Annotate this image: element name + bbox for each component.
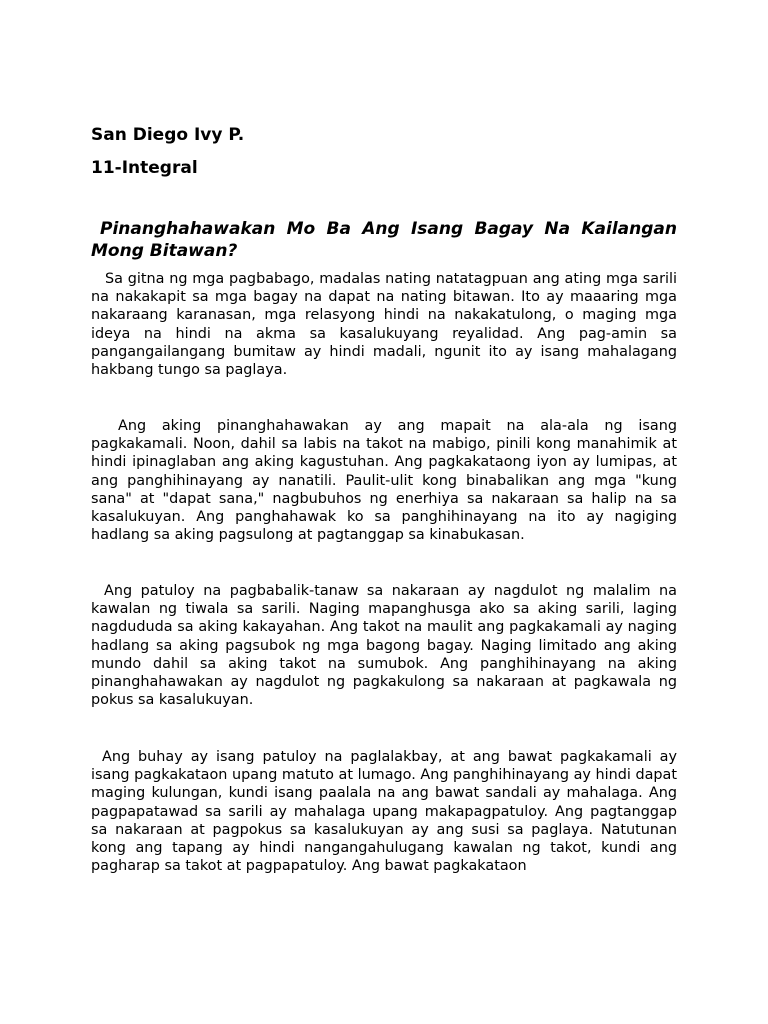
class-section: 11-Integral [91, 158, 198, 178]
essay-paragraph-3: Ang patuloy na pagbabalik-tanaw sa nakaraan ay nagdulot ng malalim na kawalan ng tiwala sa sarili. Naging mapanghusga ako sa aking sarili, laging nagdududa sa aking kakayahan. Ang takot na maulit ang pagkakamali ay naging hadlang sa aking pagsubok ng mga bagong bagay. Naging limitado ang aking mundo dahil sa aking takot na sumubok. Ang panghihinayang na aking pinanghahawakan ay nagdulot ng pagkakulong sa nakaraan at pagkawala ng pokus sa kasalukuyan. [91, 583, 677, 709]
essay-paragraph-4: Ang buhay ay isang patuloy na paglalakbay, at ang bawat pagkakamali ay isang pagkakataon upang matuto at lumago. Ang panghihinayang ay hindi dapat maging kulungan, kundi isang paalala na ang bawat sandali ay mahalaga. Ang pagpapatawad sa sarili ay mahalaga upang makapagpatuloy. Ang pagtanggap sa nakaraan at pagpokus sa kasalukuyan ay ang susi sa paglaya. Natutunan kong ang tapang ay hindi nangangahulugang kawalan ng takot, kundi ang pagharap sa takot at pagpapatuloy. Ang bawat pagkakataon [91, 749, 677, 875]
essay-title: Pinanghahawakan Mo Ba Ang Isang Bagay Na Kailangan Mong Bitawan? [91, 219, 677, 261]
essay-paragraph-1: Sa gitna ng mga pagbabago, madalas nating natatagpuan ang ating mga sarili na nakakapit sa mga bagay na dapat na nating bitawan. Ito ay maaaring mga nakaraang karanasan, mga relasyong hindi na nakakatulong, o maging mga ideya na hindi na akma sa kasalukuyang reyalidad. Ang pag-amin sa pangangailangang bumitaw ay hindi madali, ngunit ito ay isang mahalagang hakbang tungo sa paglaya. [91, 271, 677, 379]
author-name: San Diego Ivy P. [91, 125, 245, 145]
essay-paragraph-2: Ang aking pinanghahawakan ay ang mapait na ala-ala ng isang pagkakamali. Noon, dahil sa labis na takot na mabigo, pinili kong manahimik at hindi ipinaglaban ang aking kagustuhan. Ang pagkakataong iyon ay lumipas, at ang panghihinayang ay nanatili. Paulit-ulit kong binabalikan ang mga "kung sana" at "dapat sana," nagbubuhos ng enerhiya sa nakaraan sa halip na sa kasalukuyan. Ang panghahawak ko sa panghihinayang na ito ay nagiging hadlang sa aking pagsulong at pagtanggap sa kinabukasan. [91, 418, 677, 544]
document-page [91, 0, 677, 1024]
